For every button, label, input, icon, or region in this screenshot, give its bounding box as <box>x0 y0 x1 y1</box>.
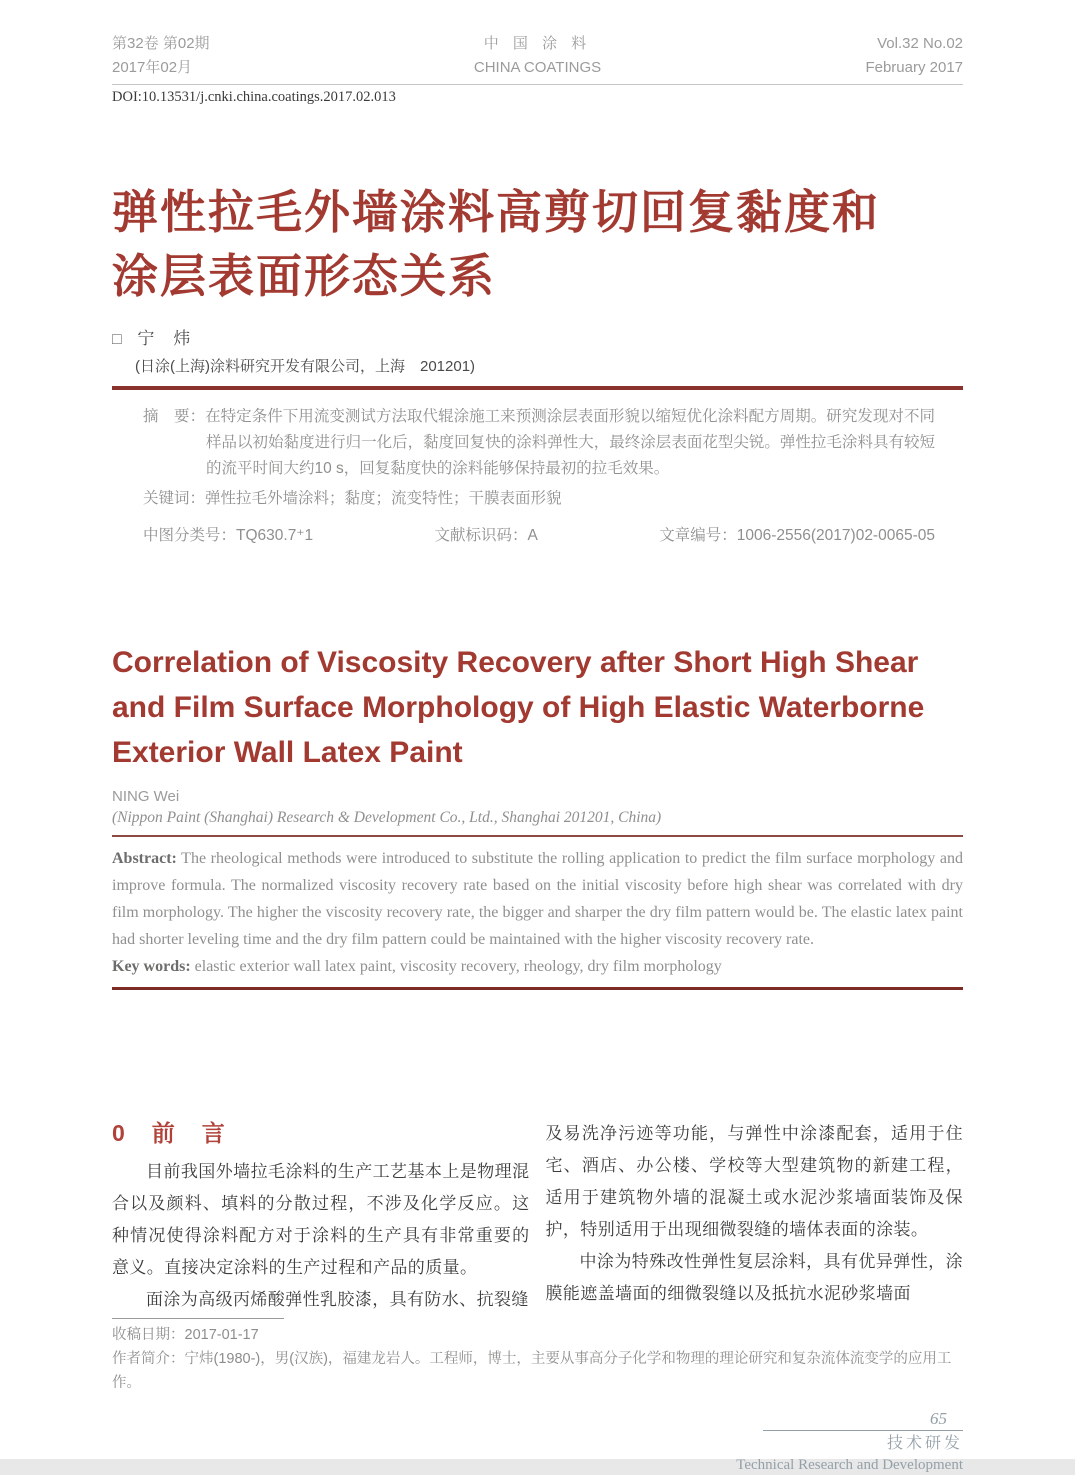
body-two-columns <box>112 1118 963 1316</box>
received-date-line <box>112 1323 963 1347</box>
doi: DOI:10.13531/j.cnki.china.coatings.2017.02.013 <box>112 89 396 105</box>
masthead-left <box>112 32 396 80</box>
title-block-divider <box>112 386 963 390</box>
abstract-en-label: Abstract: <box>112 850 177 867</box>
author-line-cn <box>112 324 963 349</box>
clc-label: 中图分类号： <box>143 527 237 544</box>
keywords-cn-text: 弹性拉毛外墙涂料；黏度；流变特性；干膜表面形貌 <box>205 490 562 507</box>
article-id-value: 1006-2556(2017)02-0065-05 <box>736 527 935 544</box>
article-title-en-line1: Correlation of Viscosity Recovery after Short High Shear <box>112 646 919 679</box>
en-block-divider <box>112 835 963 837</box>
document-code-label: 文献标识码： <box>434 527 528 544</box>
abstract-cn-label: 摘 要： <box>143 408 206 425</box>
footnote-block <box>112 1318 963 1395</box>
keywords-cn-label: 关键词： <box>143 490 206 507</box>
keywords-en-text: elastic exterior wall latex paint, viscosity recovery, rheology, dry film morphology <box>190 958 722 975</box>
clc-number <box>143 524 313 548</box>
article-title-en <box>112 640 963 775</box>
issue-date-en: February 2017 <box>865 59 964 76</box>
keywords-en-label: Key words: <box>112 958 191 975</box>
author-bio-text: 宁炜(1980-)，男(汉族)，福建龙岩人。工程师，博士，主要从事高分子化学和物理的理论研究和复杂流体流变学的应用工作。 <box>112 1351 952 1391</box>
affiliation-en: (Nippon Paint (Shanghai) Research & Development Co., Ltd., Shanghai 201201, China) <box>112 809 662 826</box>
document-code-value: A <box>527 527 538 544</box>
affiliation-cn: (日涂(上海)涂料研究开发有限公司，上海 201201) <box>135 358 476 375</box>
body-column-right <box>546 1118 964 1316</box>
masthead-center <box>396 32 680 80</box>
document-code <box>435 524 538 548</box>
section-heading-0: 0 前 言 <box>112 1120 227 1146</box>
abstract-bottom-divider <box>112 987 963 990</box>
author-name-en: NING Wei <box>112 788 180 805</box>
journal-title-cn: 中 国 涂 料 <box>483 35 592 52</box>
body-paragraph: 中涂为特殊改性弹性复层涂料，具有优异弹性，涂膜能遮盖墙面的细微裂缝以及抵抗水泥砂浆墙面 <box>545 1252 963 1303</box>
article-title-cn <box>112 180 963 308</box>
journal-title-en: CHINA COATINGS <box>473 59 602 76</box>
article-title-en-line2: and Film Surface Morphology of High Elastic Waterborne <box>112 691 925 724</box>
received-date-label: 收稿日期： <box>112 1327 185 1343</box>
abstract-cn-text: 在特定条件下用流变测试方法取代辊涂施工来预测涂层表面形貌以缩短优化涂料配方周期。研究发现对不同样品以初始黏度进行归一化后，黏度回复快的涂料弹性大，最终涂层表面花型尖锐。弹性拉毛涂料具有较短的流平时间大约10 s，回复黏度快的涂料能够保持最初的拉毛效果。 <box>205 408 935 477</box>
cn-meta-block <box>112 404 963 548</box>
author-square-icon: □ <box>112 331 123 348</box>
body-paragraph: 及易洗净污迹等功能，与弹性中涂漆配套，适用于住宅、酒店、办公楼、学校等大型建筑物的新建工程，适用于建筑物外墙的混凝土或水泥沙浆墙面装饰及保护，特别适用于出现细微裂缝的墙体表面的涂装。 <box>545 1124 963 1239</box>
clc-value: TQ630.7⁺1 <box>236 527 314 544</box>
masthead <box>112 0 963 80</box>
page-number: 65 <box>930 1409 947 1428</box>
keywords-en <box>112 953 963 980</box>
author-bio-label: 作者简介： <box>112 1351 185 1367</box>
footer-divider <box>763 1430 963 1431</box>
keywords-cn <box>143 486 935 512</box>
article-title-cn-line2: 涂层表面形态关系 <box>112 250 496 302</box>
author-bio-line <box>112 1347 963 1395</box>
abstract-cn <box>143 404 935 482</box>
abstract-en-text: The rheological methods were introduced to substitute the rolling application to predict the film surface morphology and improve formula. The normalized viscosity recovery rate based on the initial viscosity before high shear was correlated with dry film morphology. The higher the viscosity recovery rate, the bigger and sharper the dry film pattern would be. The elastic latex paint had shorter leveling time and the dry film pattern could be maintained with the higher viscosity recovery rate. <box>112 850 963 948</box>
volume-issue-cn: 第32卷 第02期 <box>112 35 210 52</box>
body-paragraph: 面涂为高级丙烯酸弹性乳胶漆，具有防水、抗裂缝 <box>146 1290 529 1309</box>
masthead-divider <box>112 84 963 85</box>
body-paragraph: 目前我国外墙拉毛涂料的生产工艺基本上是物理混合以及颜料、填料的分散过程，不涉及化学反应。这种情况使得涂料配方对于涂料的生产具有非常重要的意义。直接决定涂料的生产过程和产品的质量。 <box>112 1162 530 1277</box>
footnote-divider <box>112 1318 284 1319</box>
article-id <box>659 524 935 548</box>
article-id-label: 文章编号： <box>659 527 737 544</box>
abstract-en <box>112 845 963 953</box>
page-footer <box>701 1409 963 1475</box>
classification-row <box>143 524 935 548</box>
footer-section-cn: 技术研发 <box>886 1435 963 1452</box>
article-title-cn-line1: 弹性拉毛外墙涂料高剪切回复黏度和 <box>112 186 880 238</box>
received-date-value: 2017-01-17 <box>184 1327 259 1343</box>
masthead-right <box>679 32 963 80</box>
body-column-left <box>112 1118 530 1316</box>
volume-issue-en: Vol.32 No.02 <box>877 35 964 52</box>
author-name-cn: 宁 炜 <box>137 329 192 348</box>
issue-date-cn: 2017年02月 <box>112 59 193 76</box>
article-title-en-line3: Exterior Wall Latex Paint <box>112 736 463 769</box>
footer-section-en: Technical Research and Development <box>736 1457 963 1473</box>
